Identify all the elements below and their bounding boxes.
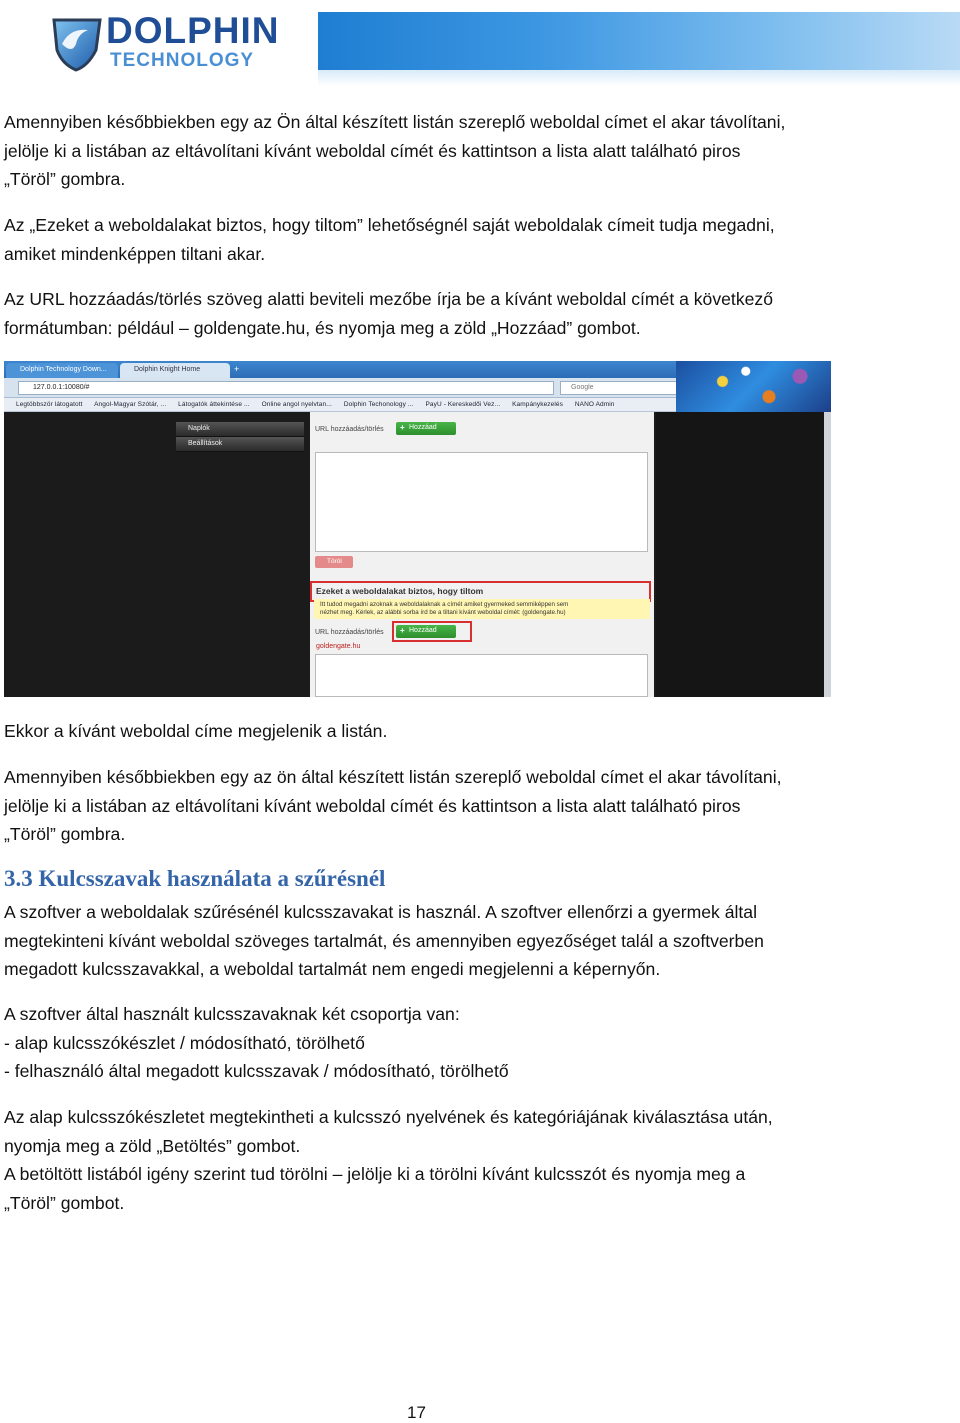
section-title: Ezeket a weboldalakat biztos, hogy tiltom <box>316 586 484 596</box>
paragraph-load-delete <box>4 1103 773 1217</box>
page-number: 17 <box>407 1403 426 1422</box>
paragraph-keyword-groups <box>4 1000 509 1086</box>
notice-line: nézhet meg. Kérlek, az alábbi sorba írd be a tiltani kívánt weboldal címét: (goldengate.hu) <box>320 609 566 616</box>
paragraph-remove-site-2 <box>4 763 782 849</box>
bookmark-item[interactable]: Legtöbbször látogatott <box>16 401 83 408</box>
menu-item-settings[interactable]: Beállítások <box>176 437 304 452</box>
settings-panel <box>310 412 654 697</box>
section-heading: 3.3 Kulcsszavak használata a szűrésnél <box>4 866 386 891</box>
text-line: megtekinteni kívánt weboldal szöveges tartalmát, és amennyiben egyezőséget talál a szoftverben <box>4 930 764 951</box>
paragraph-appears <box>4 717 387 746</box>
text-line: „Töröl” gombra. <box>4 824 126 844</box>
add-button[interactable]: + Hozzáad <box>396 422 456 435</box>
bookmark-item[interactable]: PayU - Kereskedői Vez... <box>425 401 501 408</box>
bookmark-item[interactable]: Online angol nyelvtan... <box>261 401 332 408</box>
browser-screenshot <box>4 361 831 697</box>
header-blue-bar <box>318 12 960 70</box>
url-field[interactable]: 127.0.0.1:10080/# <box>18 381 554 395</box>
dolphin-logo-icon <box>48 14 106 72</box>
browser-theme-decoration <box>676 361 831 412</box>
text-line: A szoftver által használt kulcsszavaknak két csoportja van: <box>4 1004 460 1024</box>
url-list-box[interactable] <box>315 452 648 552</box>
text-line: jelölje ki a listában az eltávolítani kívánt weboldal címét és kattintson a lista alatt található piros <box>4 795 741 816</box>
entered-url-text: goldengate.hu <box>316 643 361 650</box>
list-item: - alap kulcsszókészlet / módosítható, törölhető <box>4 1032 365 1053</box>
text-line: Az alap kulcsszókészletet megtekintheti a kulcsszó nyelvének és kategóriájának kiválasztása után, <box>4 1107 773 1127</box>
paragraph-always-block <box>4 211 775 268</box>
search-field[interactable]: Google <box>560 381 690 395</box>
app-right-area <box>656 412 824 697</box>
delete-button[interactable]: Töröl <box>315 556 353 568</box>
paragraph-url-add <box>4 285 773 342</box>
new-tab-icon[interactable]: + <box>234 364 240 374</box>
text-line: „Töröl” gombra. <box>4 169 126 189</box>
add-button[interactable]: + Hozzáad <box>396 625 456 638</box>
header-bar-fade <box>318 70 960 86</box>
paragraph-keywords <box>4 898 764 984</box>
text-line: Ekkor a kívánt weboldal címe megjelenik a listán. <box>4 721 388 741</box>
text-line: A betöltött listából igény szerint tud törölni – jelölje ki a törölni kívánt kulcsszót és nyomja meg a <box>4 1164 746 1184</box>
browser-tab[interactable]: Dolphin Technology Down... <box>6 363 118 378</box>
text-line: Amennyiben későbbiekben egy az Ön által készített listán szereplő weboldal címet el akar távolítani, <box>4 112 786 132</box>
text-line: megadott kulcsszavakkal, a weboldal tartalmát nem engedi megjelenni a képernyőn. <box>4 959 661 979</box>
logo-wordmark-technology: TECHNOLOGY <box>110 50 255 71</box>
bookmark-item[interactable]: NANO Admin <box>574 401 615 408</box>
bookmark-item[interactable]: Kampánykezelés <box>512 401 563 408</box>
text-line: nyomja meg a zöld „Betöltés” gombot. <box>4 1135 301 1156</box>
bookmark-item[interactable]: Angol-Magyar Szótár, ... <box>94 401 167 408</box>
text-line: Amennyiben későbbiekben egy az ön által készített listán szereplő weboldal címet el akar távolítani, <box>4 767 782 787</box>
url-add-remove-label: URL hozzáadás/törlés <box>315 426 384 433</box>
text-line: jelölje ki a listában az eltávolítani kívánt weboldal címét és kattintson a lista alatt található piros <box>4 140 741 161</box>
side-menu <box>176 422 304 452</box>
text-line: Az URL hozzáadás/törlés szöveg alatti beviteli mezőbe írja be a kívánt weboldal címét a következő <box>4 289 773 309</box>
page-header <box>0 0 960 86</box>
url-add-remove-label: URL hozzáadás/törlés <box>315 629 384 636</box>
paragraph-remove-site <box>4 108 785 194</box>
bookmark-item[interactable]: Látogatók áttekintése ... <box>178 401 250 408</box>
list-item: - felhasználó által megadott kulcsszavak / módosítható, törölhető <box>4 1061 509 1081</box>
text-line: formátumban: például – goldengate.hu, és nyomja meg a zöld „Hozzáad” gombot. <box>4 317 641 338</box>
info-notice <box>314 599 650 619</box>
bookmark-item[interactable]: Dolphin Techonology ... <box>343 401 414 408</box>
logo-wordmark-dolphin: DOLPHIN <box>106 10 280 51</box>
text-line: Az „Ezeket a weboldalakat biztos, hogy tiltom” lehetőségnél saját weboldalak címeit tudja megadni, <box>4 215 775 235</box>
notice-line: Itt tudod megadni azoknak a weboldalaknak a címét amiket gyermeked semmiképpen sem <box>320 601 569 608</box>
scrollbar[interactable] <box>824 412 831 697</box>
text-line: A szoftver a weboldalak szűrésénél kulcsszavakat is használ. A szoftver ellenőrzi a gyermek által <box>4 902 757 922</box>
menu-item-logs[interactable]: Naplók <box>176 422 304 437</box>
url-list-box[interactable] <box>315 654 648 697</box>
browser-tab-active[interactable]: Dolphin Knight Home <box>120 363 230 378</box>
text-line: „Töröl” gombot. <box>4 1192 125 1213</box>
text-line: amiket mindenképpen tiltani akar. <box>4 243 266 264</box>
